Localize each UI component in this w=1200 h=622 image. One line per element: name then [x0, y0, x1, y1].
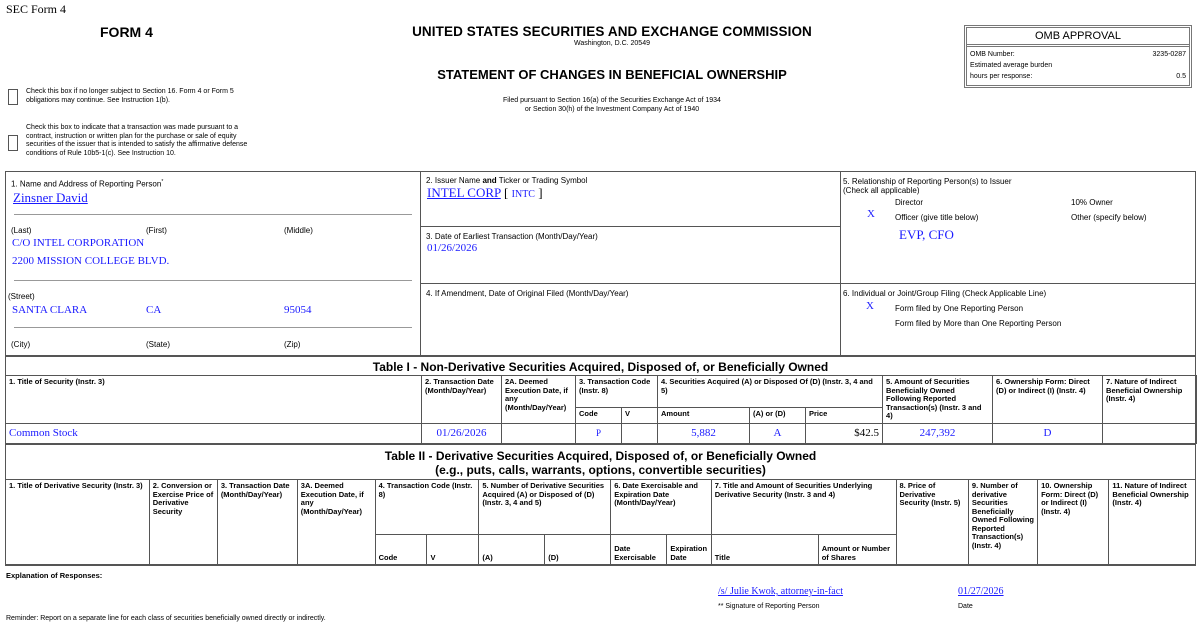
omb-number-row [967, 49, 1189, 60]
one-person-check-mark[interactable]: X [866, 300, 874, 312]
omb-hours-label: hours per response: [970, 73, 1033, 80]
t1-nature-indirect [1103, 423, 1197, 443]
rule10b5-checkbox-label: Check this box to indicate that a transaction was made pursuant to a contract, instruction or written plan for the purchase or sale of equity securities of the issuer that is intended to satisfy the affirmative defense conditions of Rule 10b5-1(c). See Instruction 10. [26, 124, 248, 157]
t2-header-underlying: 7. Title and Amount of Securities Underlying Derivative Security (Instr. 3 and 4) [711, 480, 896, 535]
omb-approval-box [964, 25, 1192, 88]
first-name-label: (First) [146, 226, 167, 235]
t1-transaction-date: 01/26/2026 [422, 423, 502, 443]
t1-subheader-amount: Amount [658, 408, 750, 423]
t1-subheader-v: V [622, 408, 658, 423]
other-label: Other (specify below) [1071, 213, 1147, 222]
box1-label: 1. Name and Address of Reporting Person* [11, 179, 164, 189]
t1-header-code: 3. Transaction Code (Instr. 8) [576, 376, 658, 408]
rule10b5-checkbox[interactable] [8, 135, 18, 151]
table1-non-derivative [5, 375, 1197, 444]
omb-number-value: 3235-0287 [1152, 51, 1186, 58]
state-label: (State) [146, 340, 171, 349]
divider [14, 280, 412, 281]
omb-hours-row [967, 71, 1189, 82]
box6-label: 6. Individual or Joint/Group Filing (Check Applicable Line) [843, 289, 1047, 298]
t2-header-number: 5. Number of Derivative Securities Acquired (A) or Disposed of (D) (Instr. 3, 4 and 5) [479, 480, 611, 535]
t1-header-nature: 7. Nature of Indirect Beneficial Ownership (Instr. 4) [1103, 376, 1197, 424]
commission-title: UNITED STATES SECURITIES AND EXCHANGE COMMISSION [412, 24, 812, 39]
t2-header-owned: 9. Number of derivative Securities Beneficially Owned Following Reported Transaction(s) (Instr. 4) [968, 480, 1037, 565]
t2-header-form: 10. Ownership Form: Direct (D) or Indirect (I) (Instr. 4) [1038, 480, 1109, 565]
t1-deemed-date [502, 423, 576, 443]
box4-amendment-date [420, 283, 841, 356]
box6-filing-type [840, 283, 1196, 356]
city-value: SANTA CLARA [12, 304, 88, 316]
t2-subheader-expiration: Expiration Date [667, 535, 711, 565]
t1-header-owned: 5. Amount of Securities Beneficially Owned Following Reported Transaction(s) (Instr. 3 and 4) [883, 376, 993, 424]
t2-header-title: 1. Title of Derivative Security (Instr. 3) [6, 480, 150, 565]
t2-subheader-amount: Amount or Number of Shares [818, 535, 896, 565]
t1-subheader-a-or-d: (A) or (D) [750, 408, 806, 423]
box5-sublabel: (Check all applicable) [843, 186, 920, 195]
ticker-bracket-open: [ [500, 185, 512, 200]
omb-approval-title: OMB APPROVAL [967, 28, 1189, 47]
commission-location: Washington, D.C. 20549 [573, 40, 650, 47]
filed-line-2: or Section 30(h) of the Investment Company Act of 1940 [524, 105, 700, 113]
reporting-person-name-link[interactable]: Zinsner David [13, 190, 88, 205]
box3-earliest-transaction [420, 226, 841, 284]
t2-subheader-date-exercisable: Date Exercisable [611, 535, 667, 565]
t1-ownership-form: D [993, 423, 1103, 443]
divider [14, 327, 412, 328]
ticker-bracket-close: ] [534, 185, 543, 200]
form-number-title: FORM 4 [100, 24, 153, 40]
one-person-label: Form filed by One Reporting Person [895, 304, 1024, 313]
signature-label: ** Signature of Reporting Person [718, 603, 820, 610]
t2-header-deemed: 3A. Deemed Execution Date, if any (Month/Day/Year) [297, 480, 375, 565]
table2-title [5, 449, 1196, 477]
t1-price: $42.5 [806, 423, 883, 443]
officer-check-mark[interactable]: X [867, 208, 875, 220]
table1-title: Table I - Non-Derivative Securities Acquired, Disposed of, or Beneficially Owned [372, 360, 829, 374]
box2-issuer [420, 171, 841, 227]
officer-title: EVP, CFO [899, 227, 954, 242]
t1-owned-following: 247,392 [883, 423, 993, 443]
omb-number-label: OMB Number: [970, 51, 1015, 58]
ten-pct-owner-label: 10% Owner [1071, 198, 1113, 207]
table2-title-line1: Table II - Derivative Securities Acquired, Disposed of, or Beneficially Owned [384, 449, 817, 463]
t1-header-title: 1. Title of Security (Instr. 3) [6, 376, 422, 424]
t2-subheader-v: V [427, 535, 479, 565]
address-line-1: C/O INTEL CORPORATION [12, 237, 145, 249]
section16-checkbox-label: Check this box if no longer subject to Section 16. Form 4 or Form 5 obligations may continue. See Instruction 1(b). [26, 88, 234, 104]
omb-burden-label: Estimated average burden [970, 62, 1053, 69]
t2-header-exercisable: 6. Date Exercisable and Expiration Date (Month/Day/Year) [611, 480, 712, 535]
director-label: Director [895, 198, 924, 207]
zip-label: (Zip) [284, 340, 301, 349]
middle-name-label: (Middle) [284, 226, 313, 235]
ticker-symbol: INTC [511, 189, 535, 200]
statement-title: STATEMENT OF CHANGES IN BENEFICIAL OWNERSHIP [437, 67, 787, 82]
explanation-label: Explanation of Responses: [6, 571, 103, 580]
filed-pursuant-text [404, 97, 820, 114]
t2-subheader-d: (D) [545, 535, 611, 565]
box3-label: 3. Date of Earliest Transaction (Month/Day/Year) [426, 232, 598, 241]
filed-line-1: Filed pursuant to Section 16(a) of the Securities Exchange Act of 1934 [503, 97, 721, 104]
issuer-line [427, 185, 543, 201]
table2-derivative [5, 479, 1196, 565]
t2-subheader-code: Code [375, 535, 427, 565]
t2-header-date: 3. Transaction Date (Month/Day/Year) [217, 480, 297, 565]
box5-label: 5. Relationship of Reporting Person(s) to Issuer [843, 177, 1012, 186]
omb-burden-row [967, 60, 1189, 71]
earliest-transaction-date: 01/26/2026 [427, 242, 478, 254]
table2-title-line2: (e.g., puts, calls, warrants, options, convertible securities) [435, 463, 766, 477]
t1-subheader-price: Price [806, 408, 883, 423]
table-row [6, 423, 1197, 443]
street-label: (Street) [8, 292, 35, 301]
more-persons-label: Form filed by More than One Reporting Person [895, 319, 1062, 328]
box5-relationship [840, 171, 1196, 284]
box4-label: 4. If Amendment, Date of Original Filed (Month/Day/Year) [426, 289, 629, 298]
sec-form-heading: SEC Form 4 [6, 2, 67, 16]
section16-checkbox[interactable] [8, 89, 18, 105]
t1-header-deemed: 2A. Deemed Execution Date, if any (Month/Day/Year) [502, 376, 576, 424]
t2-header-nature: 11. Nature of Indirect Beneficial Ownership (Instr. 4) [1109, 480, 1196, 565]
divider [14, 214, 412, 215]
last-name-label: (Last) [11, 226, 32, 235]
signature-link[interactable]: /s/ Julie Kwok, attorney-in-fact [718, 586, 843, 597]
address-line-2: 2200 MISSION COLLEGE BLVD. [12, 255, 170, 267]
signature-date-link[interactable]: 01/27/2026 [958, 586, 1004, 597]
t1-acquired-or-disposed: A [750, 423, 806, 443]
t1-transaction-code: P [576, 423, 622, 443]
t2-header-conversion: 2. Conversion or Exercise Price of Derivative Security [149, 480, 217, 565]
t1-amount: 5,882 [658, 423, 750, 443]
box1-reporting-person [5, 171, 421, 356]
t1-header-form: 6. Ownership Form: Direct (D) or Indirect (I) (Instr. 4) [993, 376, 1103, 424]
t2-header-code: 4. Transaction Code (Instr. 8) [375, 480, 479, 535]
t1-v-flag [622, 423, 658, 443]
omb-hours-value: 0.5 [1176, 73, 1186, 80]
city-label: (City) [11, 340, 31, 349]
t2-subheader-title: Title [711, 535, 818, 565]
box2-label: 2. Issuer Name and Ticker or Trading Symbol [426, 176, 588, 185]
t1-header-date: 2. Transaction Date (Month/Day/Year) [422, 376, 502, 424]
signature-date-label: Date [958, 603, 973, 610]
t2-header-price: 8. Price of Derivative Security (Instr. 5) [896, 480, 968, 565]
reminder-text: Reminder: Report on a separate line for each class of securities beneficially owned directly or indirectly. [6, 615, 326, 622]
t2-subheader-a: (A) [479, 535, 545, 565]
zip-value: 95054 [284, 304, 312, 316]
issuer-name-link[interactable]: INTEL CORP [427, 185, 501, 200]
state-value: CA [146, 304, 162, 316]
t1-security-title: Common Stock [6, 423, 422, 443]
t1-header-acquired: 4. Securities Acquired (A) or Disposed Of (D) (Instr. 3, 4 and 5) [658, 376, 883, 408]
officer-label: Officer (give title below) [895, 213, 979, 222]
t1-subheader-code: Code [576, 408, 622, 423]
